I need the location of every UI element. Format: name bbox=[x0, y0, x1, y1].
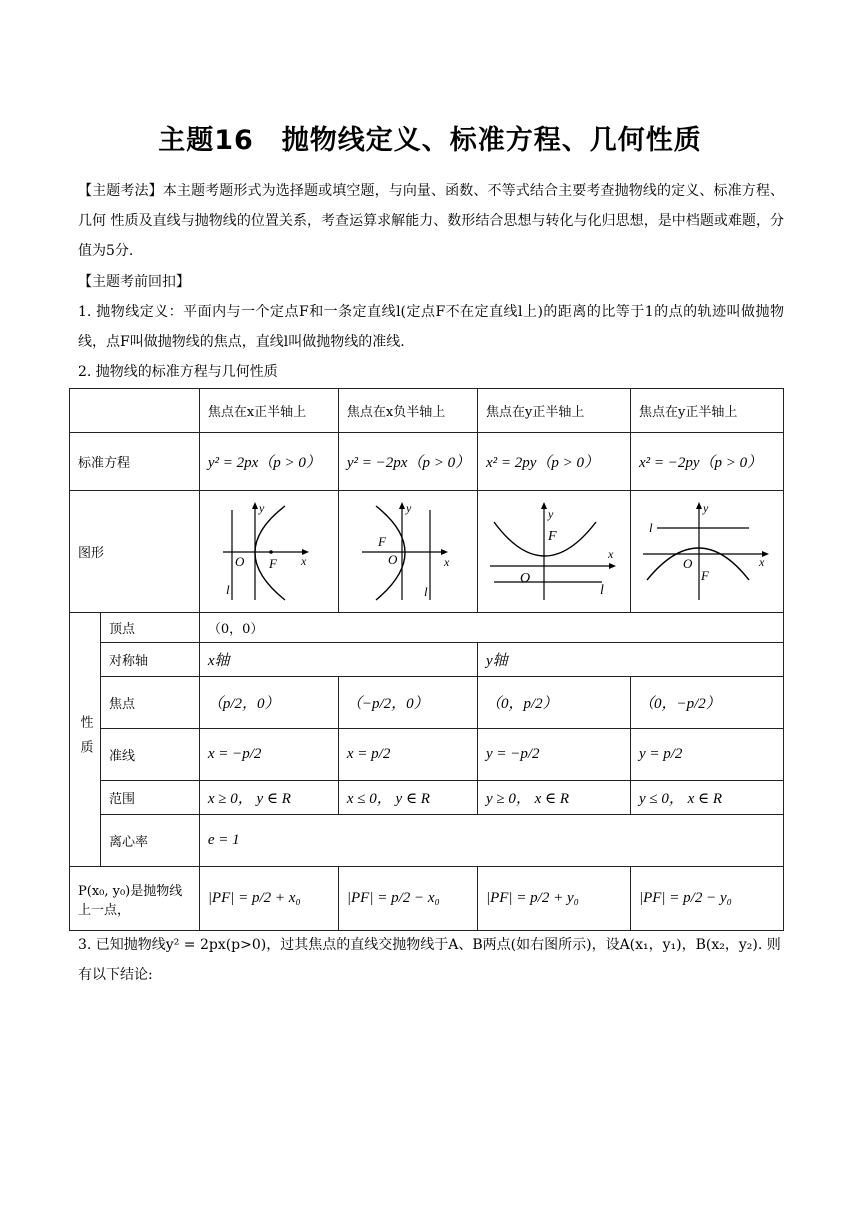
std-eq-x-positive: y² = 2px（p > 0） bbox=[199, 433, 338, 491]
row-label-eccentricity: 离心率 bbox=[101, 815, 200, 867]
svg-text:x: x bbox=[300, 553, 307, 568]
focus-x-negative: （−p/2，0） bbox=[338, 677, 477, 729]
svg-text:F: F bbox=[268, 555, 277, 571]
svg-text:O: O bbox=[387, 551, 398, 567]
header-blank-cell bbox=[70, 389, 200, 433]
pf-x-negative: |PF| = p/2 − x₀ bbox=[338, 867, 477, 931]
svg-text:y: y bbox=[258, 500, 265, 515]
header-x-positive: 焦点在x正半轴上 bbox=[199, 389, 338, 433]
range-x-positive: x ≥ 0， y ∈ R bbox=[199, 781, 338, 815]
std-eq-y-negative: x² = −2py（p > 0） bbox=[630, 433, 783, 491]
graph-cell-y-positive bbox=[477, 491, 630, 613]
axis-value-y: y轴 bbox=[477, 643, 783, 677]
svg-text:O: O bbox=[682, 555, 693, 571]
range-x-negative: x ≤ 0， y ∈ R bbox=[338, 781, 477, 815]
row-label-focal-distance: P(x₀, y₀)是抛物线上一点， bbox=[70, 867, 200, 931]
svg-text:l: l bbox=[423, 583, 428, 599]
row-label-graph: 图形 bbox=[70, 491, 200, 613]
range-y-negative: y ≤ 0， x ∈ R bbox=[630, 781, 783, 815]
section-2-heading: 2. 抛物线的标准方程与几何性质 bbox=[78, 364, 278, 380]
directrix-x-positive: x = −p/2 bbox=[199, 729, 338, 781]
definition-paragraph: 1. 抛物线定义：平面内与一个定点F和一条定直线l(定点F不在定直线l上)的距离的比等于1的点的轨迹叫做抛物线，点F叫做抛物线的焦点，直线l叫做抛物线的准线. bbox=[78, 304, 784, 350]
focus-x-positive: （p/2，0） bbox=[199, 677, 338, 729]
header-x-negative: 焦点在x负半轴上 bbox=[338, 389, 477, 433]
pf-y-negative: |PF| = p/2 − y₀ bbox=[630, 867, 783, 931]
svg-text:F: F bbox=[547, 528, 557, 544]
header-y-negative: 焦点在y正半轴上 bbox=[630, 389, 783, 433]
graph-cell-y-negative bbox=[630, 491, 783, 613]
svg-text:y: y bbox=[702, 500, 709, 515]
directrix-y-positive: y = −p/2 bbox=[477, 729, 630, 781]
review-heading: 【主题考前回扣】 bbox=[78, 274, 190, 290]
directrix-y-negative: y = p/2 bbox=[630, 729, 783, 781]
range-row bbox=[70, 781, 784, 815]
svg-text:y: y bbox=[405, 500, 412, 515]
table-header-row bbox=[70, 389, 784, 433]
page-title: 主题16 抛物线定义、标准方程、几何性质 bbox=[158, 125, 702, 156]
directrix-row bbox=[70, 729, 784, 781]
section-3-paragraph: 3. 已知抛物线y² = 2px(p>0)，过其焦点的直线交抛物线于A、B两点(如右图所示)，设A(x₁，y₁)，B(x₂，y₂). 则有以下结论: bbox=[78, 937, 781, 983]
vertex-row bbox=[70, 613, 784, 643]
row-label-focus: 焦点 bbox=[101, 677, 200, 729]
eccentricity-value: e = 1 bbox=[199, 815, 783, 867]
vertex-value: （0，0） bbox=[199, 613, 783, 643]
parabola-up-graph bbox=[486, 500, 622, 604]
graph-cell-x-positive bbox=[199, 491, 338, 613]
header-y-positive: 焦点在y正半轴上 bbox=[477, 389, 630, 433]
standard-equation-row bbox=[70, 433, 784, 491]
parabola-left-graph bbox=[358, 500, 458, 604]
graph-cell-x-negative bbox=[338, 491, 477, 613]
row-label-standard-equation: 标准方程 bbox=[70, 433, 200, 491]
row-label-range: 范围 bbox=[101, 781, 200, 815]
directrix-x-negative: x = p/2 bbox=[338, 729, 477, 781]
intro-paragraph: 【主题考法】本主题考题形式为选择题或填空题，与向量、函数、不等式结合主要考查抛物线的定义、标准方程、几何 性质及直线与抛物线的位置关系，考查运算求解能力、数形结合思想与转化与化归思想，是中档题或难题，分值为5分. bbox=[78, 183, 784, 259]
parabola-properties-table bbox=[69, 388, 784, 931]
svg-text:x: x bbox=[607, 546, 614, 561]
row-label-vertex: 顶点 bbox=[101, 613, 200, 643]
svg-text:O: O bbox=[234, 553, 245, 569]
focus-row bbox=[70, 677, 784, 729]
focus-y-positive: （0，p/2） bbox=[477, 677, 630, 729]
std-eq-x-negative: y² = −2px（p > 0） bbox=[338, 433, 477, 491]
range-y-positive: y ≥ 0， x ∈ R bbox=[477, 781, 630, 815]
graph-row bbox=[70, 491, 784, 613]
svg-text:x: x bbox=[443, 554, 450, 569]
svg-text:l: l bbox=[648, 519, 653, 535]
pf-y-positive: |PF| = p/2 + y₀ bbox=[477, 867, 630, 931]
pf-x-positive: |PF| = p/2 + x₀ bbox=[199, 867, 338, 931]
svg-text:l: l bbox=[225, 581, 230, 597]
svg-text:x: x bbox=[758, 554, 765, 569]
svg-text:O: O bbox=[519, 570, 531, 586]
svg-text:y: y bbox=[547, 506, 554, 521]
parabola-down-graph bbox=[639, 500, 775, 604]
focus-y-negative: （0，−p/2） bbox=[630, 677, 783, 729]
std-eq-y-positive: x² = 2py（p > 0） bbox=[477, 433, 630, 491]
svg-text:F: F bbox=[700, 567, 709, 583]
eccentricity-row bbox=[70, 815, 784, 867]
row-label-directrix: 准线 bbox=[101, 729, 200, 781]
svg-text:F: F bbox=[377, 533, 386, 549]
axis-value-x: x轴 bbox=[199, 643, 477, 677]
svg-text:l: l bbox=[599, 582, 604, 598]
property-group-label: 性质 bbox=[70, 613, 101, 867]
parabola-right-graph bbox=[219, 500, 319, 604]
focal-distance-row bbox=[70, 867, 784, 931]
row-label-symmetry-axis: 对称轴 bbox=[101, 643, 200, 677]
symmetry-axis-row bbox=[70, 643, 784, 677]
